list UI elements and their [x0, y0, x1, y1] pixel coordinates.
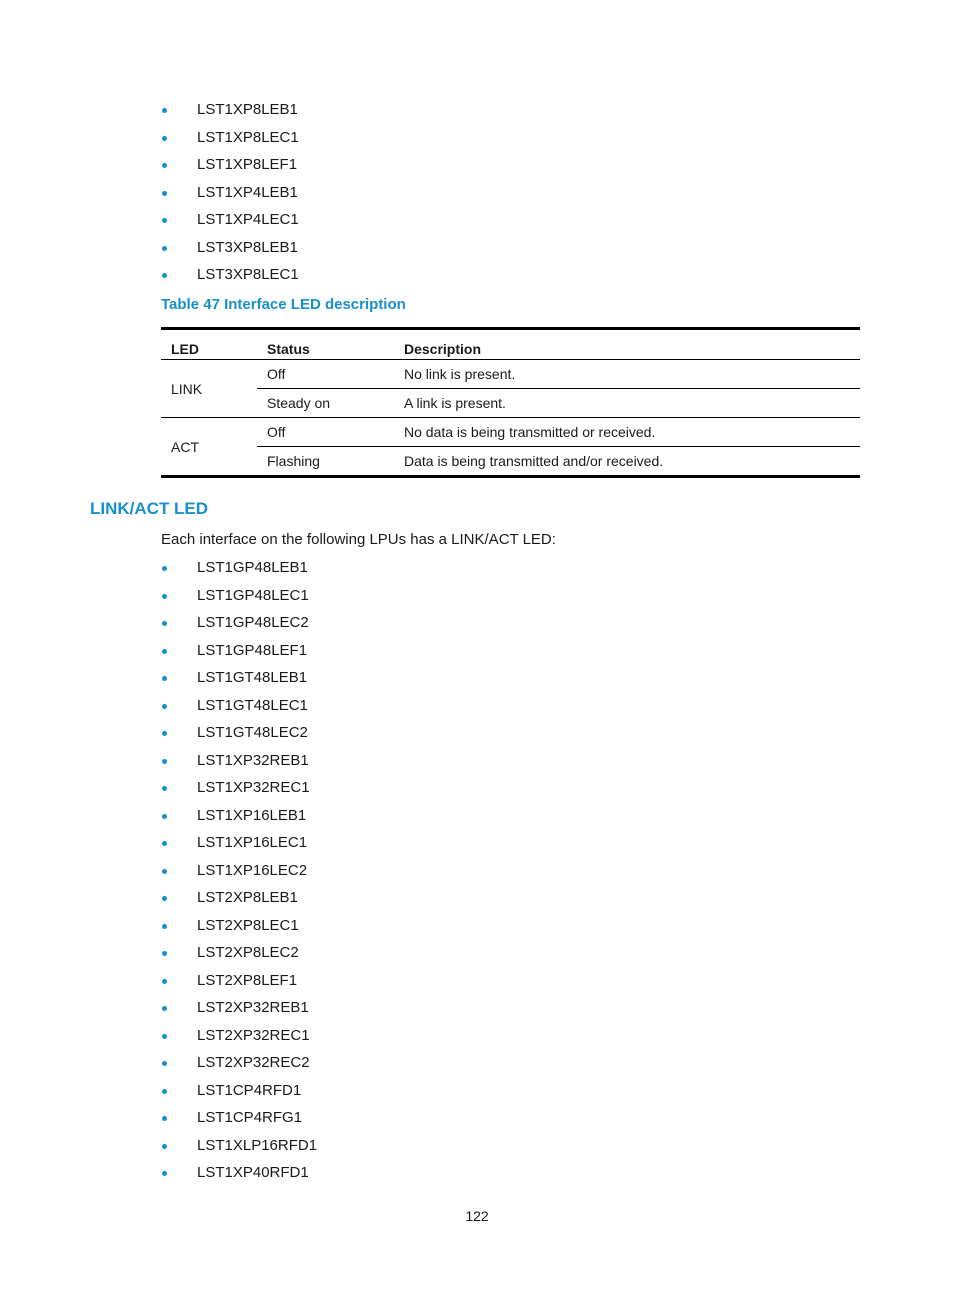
cell-led: LINK — [161, 360, 257, 418]
bullet-icon — [162, 273, 167, 278]
bullet-icon — [162, 1061, 167, 1066]
table-row — [161, 418, 860, 447]
list-item — [161, 1104, 317, 1132]
lpu-list-link-act-led — [161, 554, 317, 1187]
page-number: 122 — [465, 1208, 489, 1224]
cell-description: No data is being transmitted or received. — [394, 418, 860, 447]
bullet-icon — [162, 649, 167, 654]
cell-status: Steady on — [257, 389, 394, 418]
cell-status: Flashing — [267, 453, 320, 469]
list-item — [161, 1049, 317, 1077]
list-item-text: LST1XP32REC1 — [197, 779, 310, 796]
list-item-text: LST1CP4RFD1 — [197, 1081, 302, 1099]
bullet-icon — [162, 676, 167, 681]
list-item-text: LST2XP32REC1 — [197, 1026, 310, 1044]
list-item-text: LST1XP16LEC2 — [197, 861, 308, 879]
bullet-icon — [162, 841, 167, 846]
list-item — [161, 747, 317, 775]
bullet-icon — [162, 704, 167, 709]
list-item — [161, 96, 299, 124]
list-item — [161, 1159, 317, 1187]
bullet-icon — [162, 759, 167, 764]
list-item-text: LST2XP8LEF1 — [197, 971, 298, 989]
bullet-icon — [162, 1089, 167, 1094]
list-item-text: LST1GP48LEC1 — [197, 586, 309, 604]
bullet-icon — [162, 951, 167, 956]
list-item — [161, 994, 317, 1022]
list-item-text: LST1XP8LEB1 — [197, 101, 298, 118]
list-item — [161, 692, 317, 720]
bullet-icon — [162, 1171, 167, 1176]
cell-description: No link is present. — [394, 360, 860, 389]
list-item — [161, 124, 299, 152]
lpu-list-interface-led — [161, 96, 299, 289]
header-description: Description — [394, 329, 860, 360]
list-item-text: LST1XP16LEB1 — [197, 806, 307, 824]
cell-status: Off — [257, 418, 394, 447]
cell-led: ACT — [171, 438, 199, 455]
list-item — [161, 719, 317, 747]
list-item-text: LST2XP8LEB1 — [197, 889, 298, 906]
bullet-icon — [162, 136, 167, 141]
bullet-icon — [162, 218, 167, 223]
bullet-icon — [162, 246, 167, 251]
bullet-icon — [162, 621, 167, 626]
list-item — [161, 857, 317, 885]
bullet-icon — [162, 924, 167, 929]
list-item-text: LST1GT48LEB1 — [197, 669, 308, 686]
table-caption: Table 47 Interface LED description — [161, 296, 406, 313]
list-item-text: LST1GT48LEC1 — [197, 696, 308, 714]
list-item-text: LST1XP4LEB1 — [197, 183, 298, 201]
list-item — [161, 664, 317, 692]
interface-led-table — [161, 327, 860, 478]
list-item-text: LST1GP48LEC2 — [197, 614, 309, 631]
list-item — [161, 939, 317, 967]
list-item-text: LST2XP32REB1 — [197, 999, 309, 1016]
bullet-icon — [162, 979, 167, 984]
list-item — [161, 179, 299, 207]
list-item — [161, 261, 299, 289]
list-item-text: LST2XP32REC2 — [197, 1054, 310, 1071]
cell-description: A link is present. — [394, 389, 860, 418]
list-item — [161, 829, 317, 857]
list-item — [161, 1132, 317, 1160]
bullet-icon — [162, 108, 167, 113]
list-item — [161, 637, 317, 665]
list-item-text: LST1XLP16RFD1 — [197, 1136, 318, 1154]
list-item-text: LST1XP32REB1 — [197, 751, 309, 769]
bullet-icon — [162, 896, 167, 901]
list-item-text: LST1XP16LEC1 — [197, 834, 308, 851]
bullet-icon — [162, 594, 167, 599]
cell-description: Data is being transmitted and/or received. — [404, 453, 664, 469]
bullet-icon — [162, 814, 167, 819]
list-item — [161, 554, 317, 582]
list-item — [161, 912, 317, 940]
bullet-icon — [162, 731, 167, 736]
list-item — [161, 609, 317, 637]
bullet-icon — [162, 1034, 167, 1039]
list-item-text: LST1GP48LEB1 — [197, 559, 308, 576]
cell-status: Off — [257, 360, 394, 389]
list-item-text: LST2XP8LEC2 — [197, 944, 299, 961]
list-item-text: LST1GT48LEC2 — [197, 724, 308, 741]
section-intro: Each interface on the following LPUs has a LINK/ACT LED: — [161, 531, 556, 548]
list-item — [161, 967, 317, 995]
bullet-icon — [162, 869, 167, 874]
bullet-icon — [162, 1116, 167, 1121]
list-item — [161, 234, 299, 262]
list-item — [161, 582, 317, 610]
list-item-text: LST1GP48LEF1 — [197, 641, 308, 659]
list-item-text: LST1XP8LEF1 — [197, 156, 298, 173]
list-item — [161, 206, 299, 234]
list-item — [161, 884, 317, 912]
list-item-text: LST1XP8LEC1 — [197, 128, 299, 146]
list-item-text: LST1CP4RFG1 — [197, 1109, 303, 1126]
bullet-icon — [162, 1144, 167, 1149]
list-item — [161, 1022, 317, 1050]
header-status: Status — [257, 329, 394, 360]
table-row — [161, 447, 860, 477]
table-row — [161, 360, 860, 389]
header-led: LED — [161, 329, 257, 360]
bullet-icon — [162, 163, 167, 168]
list-item — [161, 802, 317, 830]
list-item-text: LST2XP8LEC1 — [197, 916, 299, 934]
list-item — [161, 774, 317, 802]
list-item-text: LST3XP8LEC1 — [197, 266, 299, 283]
bullet-icon — [162, 566, 167, 571]
list-item-text: LST3XP8LEB1 — [197, 238, 298, 256]
list-item — [161, 151, 299, 179]
list-item — [161, 1077, 317, 1105]
bullet-icon — [162, 191, 167, 196]
section-heading: LINK/ACT LED — [90, 499, 209, 518]
table-header-row — [161, 329, 860, 360]
bullet-icon — [162, 1006, 167, 1011]
list-item-text: LST1XP40RFD1 — [197, 1164, 309, 1181]
table-row — [161, 389, 860, 418]
list-item-text: LST1XP4LEC1 — [197, 211, 299, 228]
bullet-icon — [162, 786, 167, 791]
